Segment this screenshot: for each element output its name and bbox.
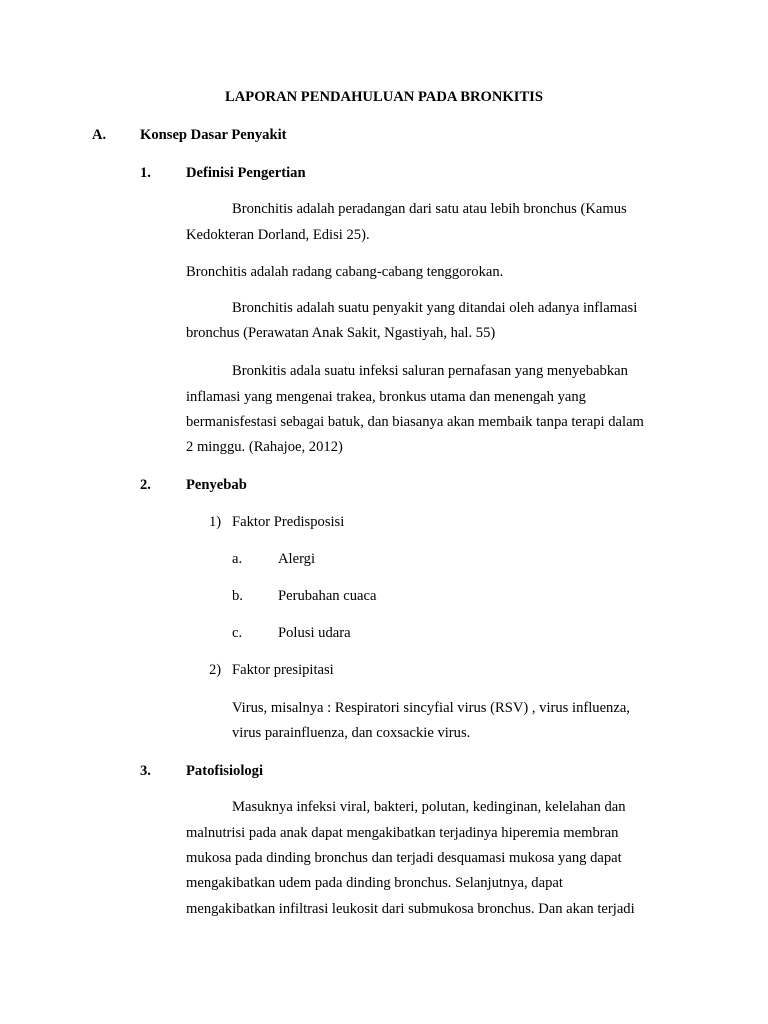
section-a-heading: Konsep Dasar Penyakit <box>140 127 287 143</box>
paragraph-line: Masuknya infeksi viral, bakteri, polutan, kedinginan, kelelahan dan <box>232 799 626 815</box>
list-item-marker: 1) <box>209 514 222 530</box>
paragraph-line: mengakibatkan infiltrasi leukosit dari submukosa bronchus. Dan akan terjadi <box>186 901 635 917</box>
list-item-label: Faktor presipitasi <box>232 662 334 678</box>
paragraph-line: virus parainfluenza, dan coxsackie virus. <box>232 725 471 741</box>
sub-item-text: Perubahan cuaca <box>278 588 377 604</box>
paragraph-line: Bronchitis adalah radang cabang-cabang tenggorokan. <box>186 264 504 280</box>
sub-item-text: Alergi <box>278 551 316 567</box>
page-title: LAPORAN PENDAHULUAN PADA BRONKITIS <box>225 89 543 105</box>
paragraph-line: inflamasi yang mengenai trakea, bronkus utama dan menengah yang <box>186 389 586 405</box>
section-1-marker: 1. <box>140 165 151 181</box>
section-2-marker: 2. <box>140 477 151 493</box>
section-3-heading: Patofisiologi <box>186 763 264 779</box>
paragraph-line: mengakibatkan udem pada dinding bronchus. Selanjutnya, dapat <box>186 875 563 891</box>
paragraph-line: Kedokteran Dorland, Edisi 25). <box>186 227 370 243</box>
paragraph-line: malnutrisi pada anak dapat mengakibatkan terjadinya hiperemia membran <box>186 825 619 841</box>
section-a-marker: A. <box>92 127 107 143</box>
sub-item-marker: c. <box>232 625 243 641</box>
paragraph-line: 2 minggu. (Rahajoe, 2012) <box>186 439 343 455</box>
sub-item-marker: a. <box>232 551 243 567</box>
paragraph-line: Bronchitis adalah peradangan dari satu atau lebih bronchus (Kamus <box>232 201 627 217</box>
paragraph-line: Bronkitis adala suatu infeksi saluran pernafasan yang menyebabkan <box>232 363 628 379</box>
paragraph-line: bermanisfestasi sebagai batuk, dan biasanya akan membaik tanpa terapi dalam <box>186 414 644 430</box>
sub-item-text: Polusi udara <box>278 625 351 641</box>
section-2-heading: Penyebab <box>186 477 247 493</box>
section-1-heading: Definisi Pengertian <box>186 165 306 181</box>
sub-item-marker: b. <box>232 588 243 604</box>
section-3-marker: 3. <box>140 763 151 779</box>
paragraph-line: Bronchitis adalah suatu penyakit yang ditandai oleh adanya inflamasi <box>232 300 638 316</box>
paragraph-line: mukosa pada dinding bronchus dan terjadi desquamasi mukosa yang dapat <box>186 850 622 866</box>
list-item-label: Faktor Predisposisi <box>232 514 345 530</box>
paragraph-line: bronchus (Perawatan Anak Sakit, Ngastiyah, hal. 55) <box>186 325 496 341</box>
list-item-marker: 2) <box>209 662 222 678</box>
paragraph-line: Virus, misalnya : Respiratori sincyfial virus (RSV) , virus influenza, <box>232 700 630 716</box>
